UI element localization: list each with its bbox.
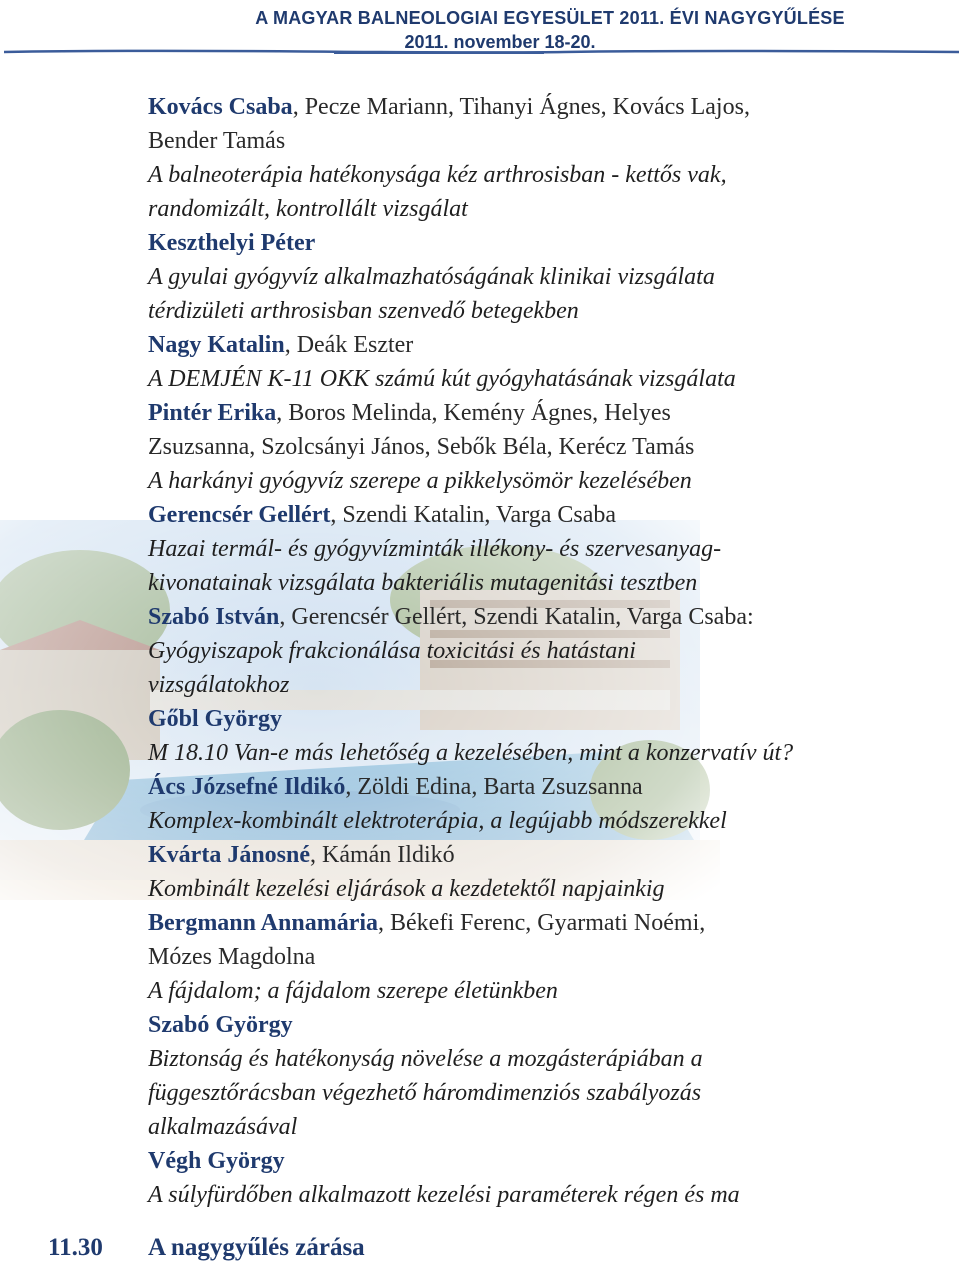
coauthors: , Szendi Katalin, Varga Csaba <box>330 502 617 528</box>
presenter-name: Szabó István <box>148 604 280 630</box>
talk-title: A gyulai gyógyvíz alkalmazhatóságának klinikai vizsgálata <box>148 264 715 290</box>
header-date: 2011. november 18-20. <box>404 32 596 52</box>
closing-item <box>48 1234 365 1262</box>
presenter-name: Keszthelyi Péter <box>148 230 316 256</box>
coauthors: , Deák Eszter <box>284 332 414 358</box>
entry-authors <box>148 90 948 124</box>
header-rule <box>4 48 959 56</box>
talk-title: kivonatainak vizsgálata bakteriális mutagenitási tesztben <box>148 570 698 596</box>
talk-title: Gyógyiszapok frakcionálása toxicitási és hatástani <box>148 638 636 664</box>
coauthors: , Gerencsér Gellért, Szendi Katalin, Varga Csaba: <box>279 604 754 630</box>
chair-name: Gőbl György <box>148 706 283 732</box>
talk-title: Hazai termál- és gyógyvízminták illékony- és szervesanyag- <box>148 536 722 562</box>
talk-title: A DEMJÉN K-11 OKK számú kút gyógyhatásának vizsgálata <box>148 366 736 392</box>
entry-authors <box>148 702 948 736</box>
entry-authors-cont <box>148 430 948 464</box>
closing-label: A nagygyűlés zárása <box>148 1234 365 1261</box>
presenter-name: Pintér Erika <box>148 400 277 426</box>
presenter-name: Kvárta Jánosné <box>148 842 310 868</box>
talk-title: A balneoterápia hatékonysága kéz arthrosisban - kettős vak, <box>148 162 727 188</box>
talk-title: Kombinált kezelési eljárások a kezdetektől napjainkig <box>148 876 665 902</box>
coauthors: Bender Tamás <box>148 128 286 154</box>
entry-authors <box>148 770 948 804</box>
entry-authors <box>148 1008 948 1042</box>
talk-title: függesztőrácsban végezhető háromdimenziós szabályozás <box>148 1080 702 1106</box>
talk-title: randomizált, kontrollált vizsgálat <box>148 196 468 222</box>
entry-authors <box>148 498 948 532</box>
entry-authors <box>148 226 948 260</box>
entry-authors-cont <box>148 940 948 974</box>
coauthors: , Békefi Ferenc, Gyarmati Noémi, <box>378 910 706 936</box>
talk-title: A fájdalom; a fájdalom szerepe életünkben <box>148 978 558 1004</box>
entry-authors <box>148 600 948 634</box>
coauthors: , Pecze Mariann, Tihanyi Ágnes, Kovács Lajos, <box>292 94 750 120</box>
presenter-name: Ács Józsefné Ildikó <box>148 774 346 800</box>
talk-title: Komplex-kombinált elektroterápia, a legújabb módszerekkel <box>148 808 727 834</box>
presenter-name: Gerencsér Gellért <box>148 502 331 528</box>
presenter-name: Kovács Csaba <box>148 94 293 120</box>
coauthors: , Boros Melinda, Kemény Ágnes, Helyes <box>276 400 671 426</box>
coauthors: Mózes Magdolna <box>148 944 316 970</box>
entry-authors <box>148 838 948 872</box>
closing-time: 11.30 <box>48 1234 103 1261</box>
presenter-name: Nagy Katalin <box>148 332 285 358</box>
talk-title: térdizületi arthrosisban szenvedő betegekben <box>148 298 579 324</box>
presenter-name: Bergmann Annamária <box>148 910 379 936</box>
talk-title: alkalmazásával <box>148 1114 298 1140</box>
entry-authors <box>148 328 948 362</box>
session-title: M 18.10 Van-e más lehetőség a kezelésében, mint a konzervatív út? <box>148 740 794 766</box>
talk-title: vizsgálatokhoz <box>148 672 290 698</box>
presenter-name: Szabó György <box>148 1012 293 1038</box>
page-header <box>0 6 960 54</box>
entry-authors <box>148 906 948 940</box>
talk-title: A súlyfürdőben alkalmazott kezelési paraméterek régen és ma <box>148 1182 740 1208</box>
coauthors: Zsuzsanna, Szolcsányi János, Sebők Béla, Kerécz Tamás <box>148 434 695 460</box>
header-title: A MAGYAR BALNEOLOGIAI EGYESÜLET 2011. ÉVI NAGYGYŰLÉSE <box>255 8 845 28</box>
program-list <box>148 90 948 1212</box>
talk-title: Biztonság és hatékonyság növelése a mozgásterápiában a <box>148 1046 703 1072</box>
entry-authors <box>148 396 948 430</box>
entry-authors-cont <box>148 124 948 158</box>
presenter-name: Végh György <box>148 1148 285 1174</box>
entry-authors <box>148 1144 948 1178</box>
talk-title: A harkányi gyógyvíz szerepe a pikkelysömör kezelésében <box>148 468 692 494</box>
coauthors: , Kámán Ildikó <box>310 842 455 868</box>
coauthors: , Zöldi Edina, Barta Zsuzsanna <box>345 774 643 800</box>
